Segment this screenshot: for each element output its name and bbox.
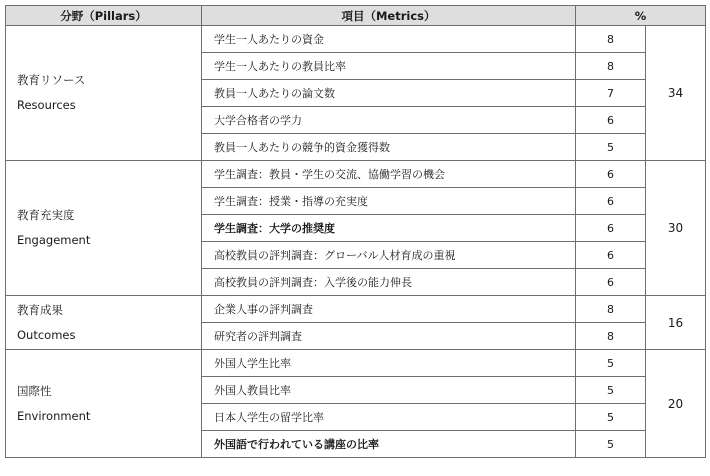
header-percent: % [576, 6, 706, 26]
metric-label: 学生一人あたりの資金 [202, 26, 576, 53]
table-row [6, 296, 706, 323]
pillar-total: 16 [646, 296, 706, 350]
pillar-name-en: Resources [17, 98, 76, 112]
metric-weight: 5 [576, 134, 646, 161]
metric-weight: 6 [576, 107, 646, 134]
metric-weight: 6 [576, 188, 646, 215]
pillar-name-en: Outcomes [17, 327, 76, 342]
header-pillars: 分野（Pillars） [6, 6, 202, 26]
metric-label: 高校教員の評判調査：入学後の能力伸長 [202, 269, 576, 296]
metric-label: 企業人事の評判調査 [202, 296, 576, 323]
pillar-name-ja: 教育充実度 [17, 208, 75, 222]
pillar-total: 34 [646, 26, 706, 161]
metric-label: 学生一人あたりの教員比率 [202, 53, 576, 80]
metric-label: 高校教員の評判調査：グローバル人材育成の重視 [202, 242, 576, 269]
pillar-name-en: Environment [17, 408, 91, 423]
metric-weight: 5 [576, 404, 646, 431]
metric-label: 研究者の評判調査 [202, 323, 576, 350]
pillar-name-ja: 教育成果 [17, 302, 63, 317]
metric-label: 日本人学生の留学比率 [202, 404, 576, 431]
metric-weight: 5 [576, 431, 646, 458]
metric-label: 教員一人あたりの競争的資金獲得数 [202, 134, 576, 161]
pillar-outcomes [6, 296, 202, 350]
metric-weight: 8 [576, 296, 646, 323]
metric-weight: 8 [576, 26, 646, 53]
metric-weight: 6 [576, 242, 646, 269]
table-row [6, 26, 706, 53]
metric-weight: 5 [576, 350, 646, 377]
header-row [6, 6, 706, 26]
pillar-total: 30 [646, 161, 706, 296]
pillar-resources [6, 26, 202, 161]
pillar-name-ja: 教育リソース [17, 73, 86, 87]
pillar-name-en: Engagement [17, 233, 91, 247]
metric-weight: 5 [576, 377, 646, 404]
header-metrics: 項目（Metrics） [202, 6, 576, 26]
metric-label: 学生調査：授業・指導の充実度 [202, 188, 576, 215]
metric-label: 外国人教員比率 [202, 377, 576, 404]
metric-label: 教員一人あたりの論文数 [202, 80, 576, 107]
metric-label: 学生調査：大学の推奨度 [202, 215, 576, 242]
table-row [6, 161, 706, 188]
metrics-table [5, 5, 706, 458]
metric-weight: 6 [576, 215, 646, 242]
metric-label: 外国語で行われている講座の比率 [202, 431, 576, 458]
metric-weight: 6 [576, 269, 646, 296]
metric-label: 学生調査：教員・学生の交流、協働学習の機会 [202, 161, 576, 188]
metric-label: 大学合格者の学力 [202, 107, 576, 134]
metric-weight: 8 [576, 323, 646, 350]
table-row [6, 350, 706, 377]
pillar-engagement [6, 161, 202, 296]
metric-weight: 6 [576, 161, 646, 188]
metric-label: 外国人学生比率 [202, 350, 576, 377]
pillar-name-ja: 国際性 [17, 383, 52, 398]
metric-weight: 7 [576, 80, 646, 107]
pillar-environment [6, 350, 202, 458]
metric-weight: 8 [576, 53, 646, 80]
pillar-total: 20 [646, 350, 706, 458]
